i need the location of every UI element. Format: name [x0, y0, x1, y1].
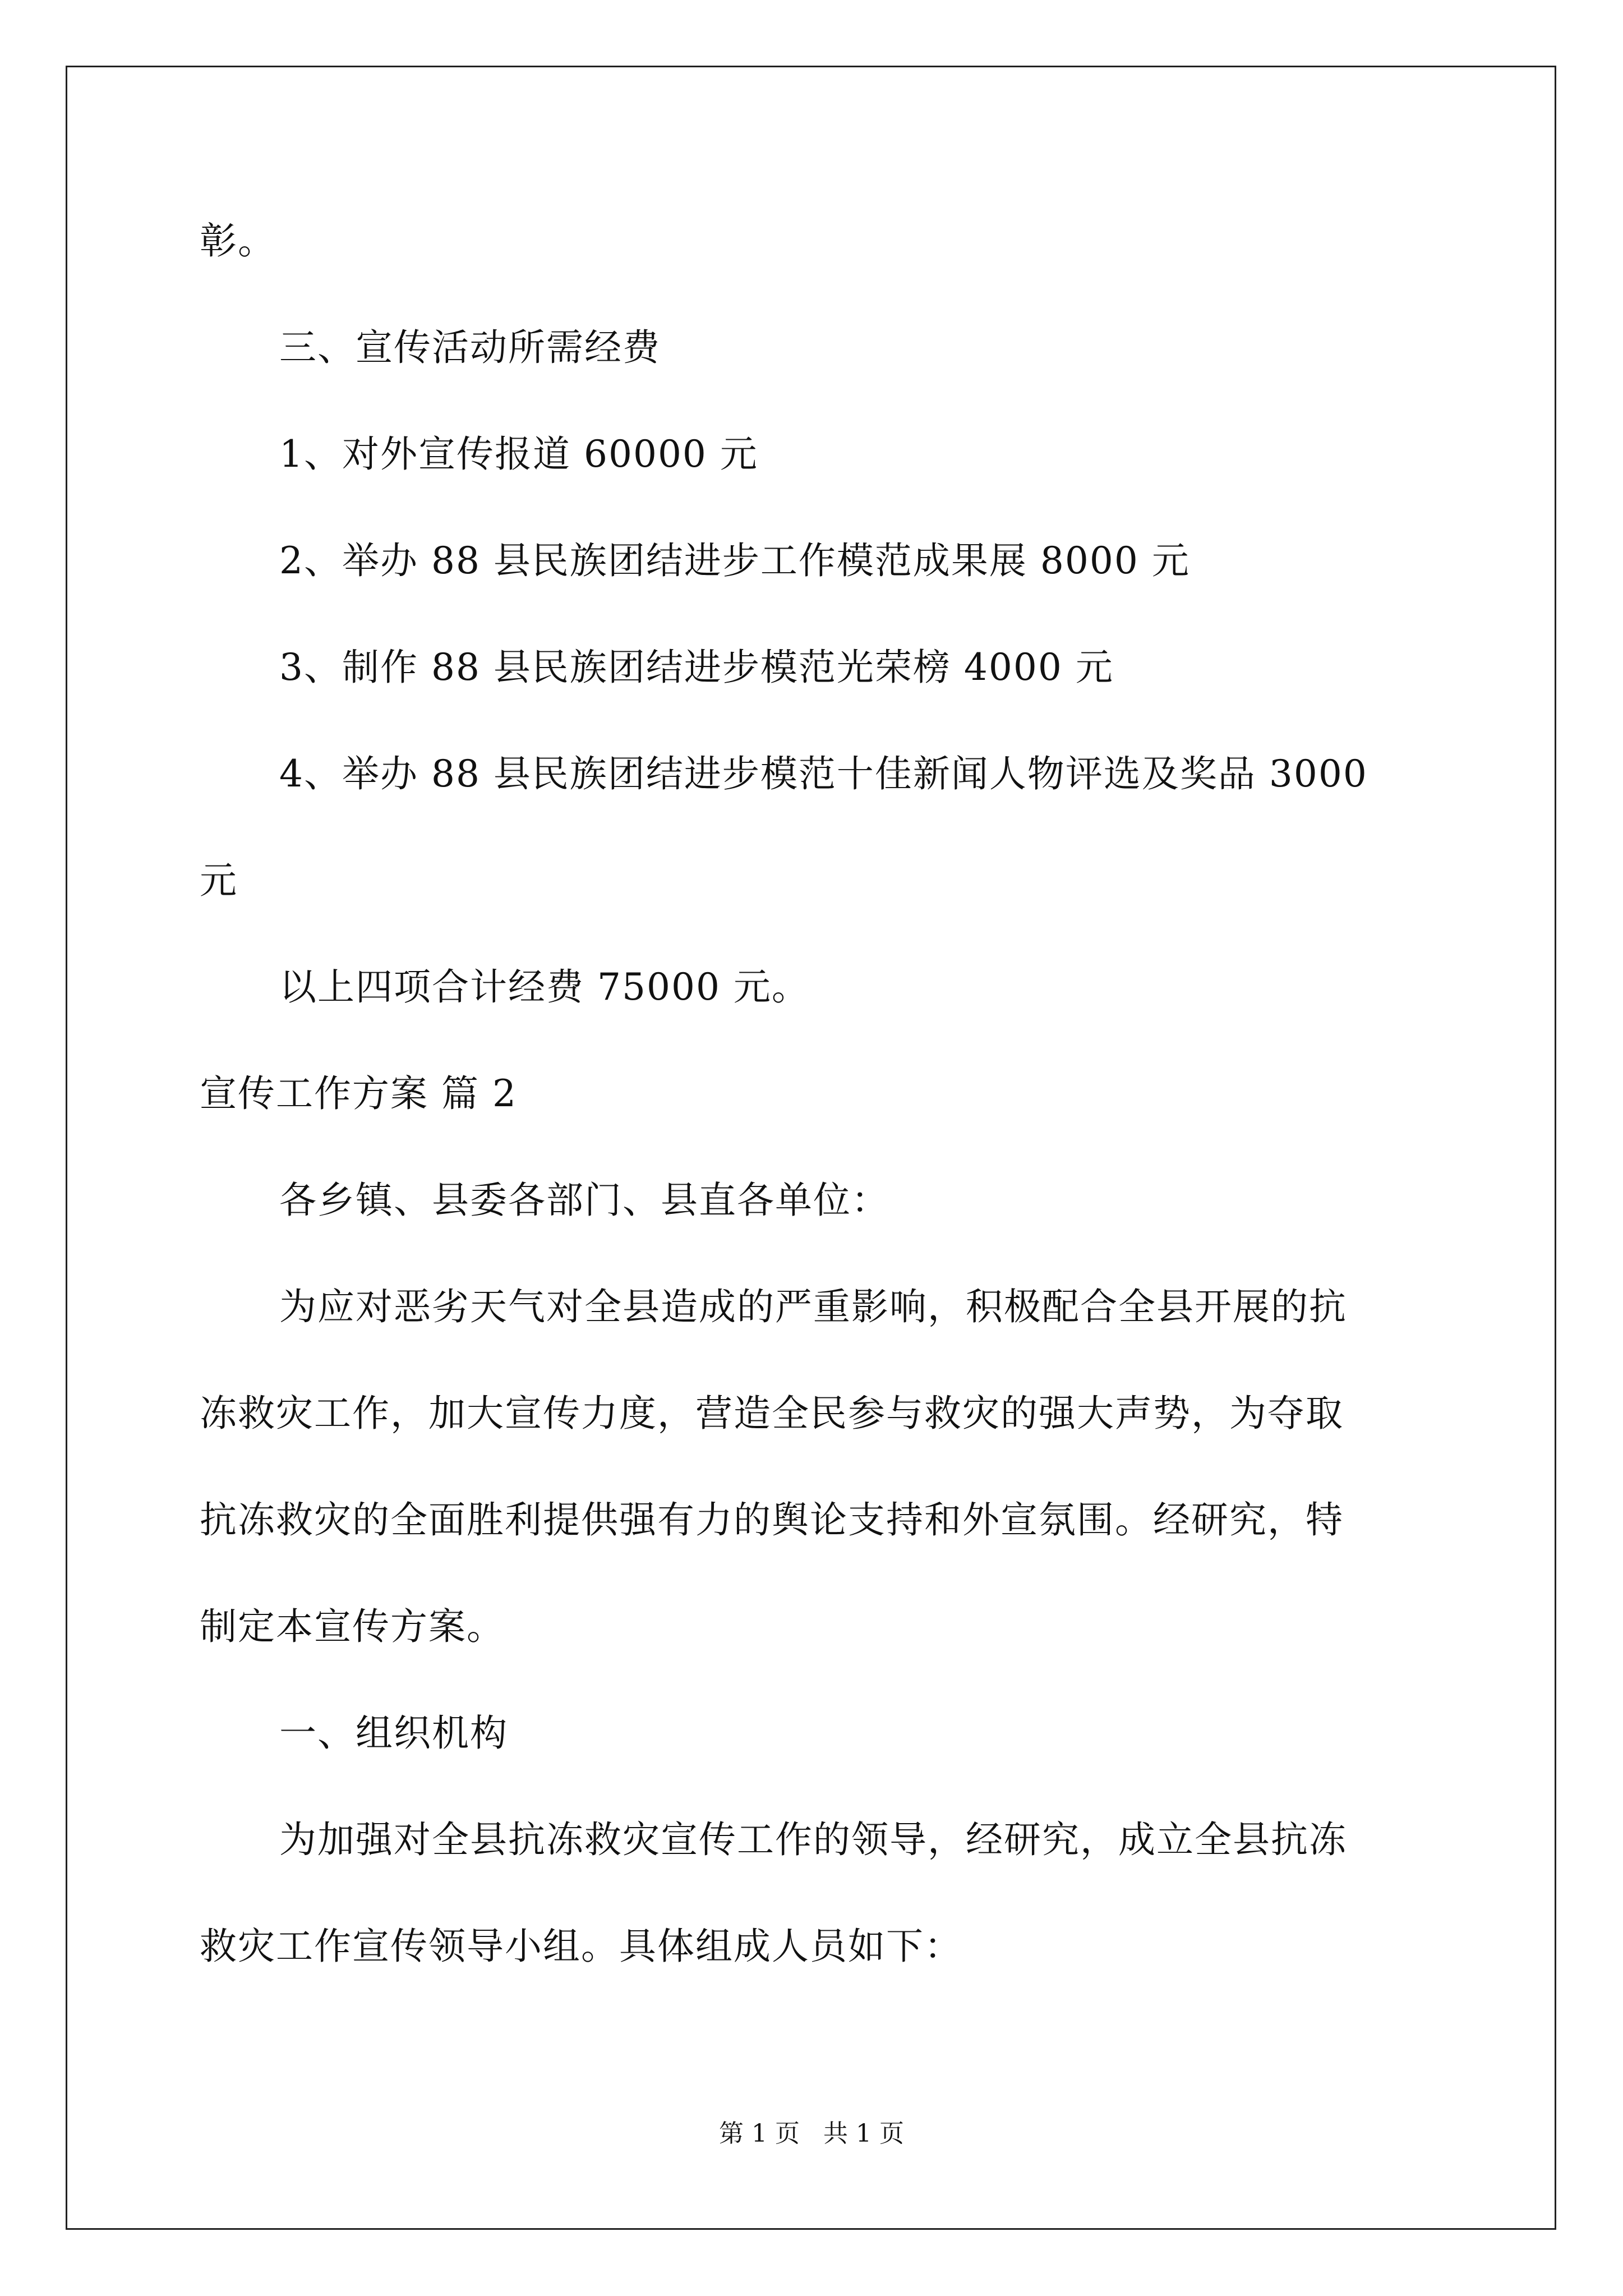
funding-item-1: 1、对外宣传报道 60000 元 [279, 432, 758, 476]
section-heading-organization: 一、组织机构 [279, 1711, 508, 1755]
page-number-footer: 第 1 页 共 1 页 [719, 2119, 904, 2148]
funding-item-4: 4、举办 88 县民族团结进步模范十佳新闻人物评选及奖品 3000 [279, 752, 1368, 795]
body-paragraph-line: 救灾工作宣传领导小组。具体组成人员如下： [200, 1925, 962, 1968]
text-line-continuation: 彰。 [200, 219, 276, 263]
funding-item-3: 3、制作 88 县民族团结进步模范光荣榜 4000 元 [279, 646, 1114, 689]
funding-item-2: 2、举办 88 县民族团结进步工作模范成果展 8000 元 [279, 539, 1190, 582]
body-paragraph-line: 为应对恶劣天气对全县造成的严重影响，积极配合全县开展的抗 [279, 1285, 1347, 1328]
body-paragraph-line: 抗冻救灾的全面胜利提供强有力的舆论支持和外宣氛围。经研究，特 [200, 1498, 1344, 1542]
section-heading-funding: 三、宣传活动所需经费 [279, 326, 661, 369]
body-paragraph-line: 制定本宣传方案。 [200, 1605, 505, 1648]
body-paragraph-line: 冻救灾工作，加大宣传力度，营造全民参与救灾的强大声势，为夺取 [200, 1392, 1344, 1435]
salutation: 各乡镇、县委各部门、县直各单位： [279, 1179, 889, 1222]
page-border [66, 66, 1556, 2230]
document-title-part-2: 宣传工作方案 篇 2 [200, 1072, 517, 1115]
funding-total: 以上四项合计经费 75000 元。 [279, 965, 810, 1009]
funding-item-4-continuation: 元 [200, 859, 238, 902]
body-paragraph-line: 为加强对全县抗冻救灾宣传工作的领导，经研究，成立全县抗冻 [279, 1818, 1347, 1861]
